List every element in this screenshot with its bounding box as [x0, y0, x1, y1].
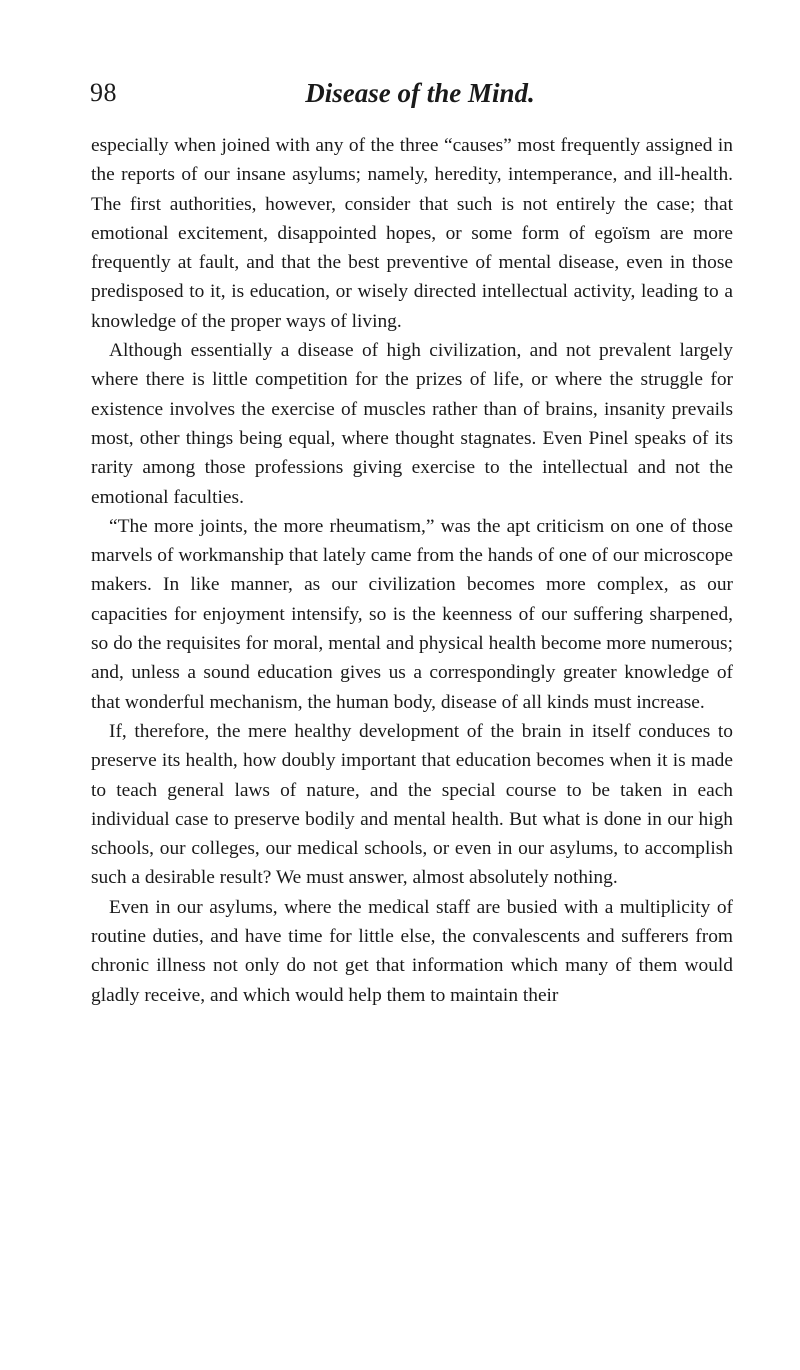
paragraph: “The more joints, the more rheumatism,” was the apt criticism on one of those marvels of workmanship that lately came from the hands of one of our microscope makers. In like manner, as our civilization becomes more complex, as our capacities for enjoyment intensify, so is the keenness of our suffering sharpened, so do the requisites for moral, mental and physical health become more numerous; and, unless a sound education gives us a correspondingly greater knowledge of that wonderful mechanism, the human body, disease of all kinds must increase.: [91, 515, 733, 713]
paragraph: Even in our asylums, where the medical staff are busied with a multiplicity of routine duties, and have time for little else, the convalescents and sufferers from chronic illness not only do not get that information which many of them would gladly receive, and which would help them to maintain their: [91, 896, 733, 1006]
paragraph-continued: especially when joined with any of the three “causes” most frequently assigned in the reports of our insane asylums; namely, heredity, intemperance, and ill-health. The first authorities, however, consider that such is not entirely the case; that emotional excitement, disappointed hopes, or some form of egoïsm are more frequently at fault, and that the best preventive of mental disease, even in those predisposed to it, is education, or wisely directed intellectual activity, leading to a knowledge of the proper ways of living.: [91, 135, 733, 332]
running-head: [90, 78, 730, 118]
running-title: Disease of the Mind.: [305, 78, 535, 108]
paragraph: If, therefore, the mere healthy development of the brain in itself conduces to preserve its health, how doubly important that education becomes when it is made to teach general laws of nature, and the special course to be taken in each individual case to preserve bodily and mental health. But what is done in our high schools, our colleges, our medical schools, or even in our asylums, to accomplish such a desirable result? We must answer, almost absolutely nothing.: [91, 720, 733, 889]
body-text: [91, 131, 733, 1010]
paragraph: Although essentially a disease of high civilization, and not prevalent largely where there is little competition for the prizes of life, or where the struggle for existence involves the exercise of muscles rather than of brains, insanity prevails most, other things being equal, where thought stagnates. Even Pinel speaks of its rarity among those professions giving exercise to the intellectual and not the emotional faculties.: [91, 340, 733, 508]
page-number: 98: [90, 78, 117, 107]
